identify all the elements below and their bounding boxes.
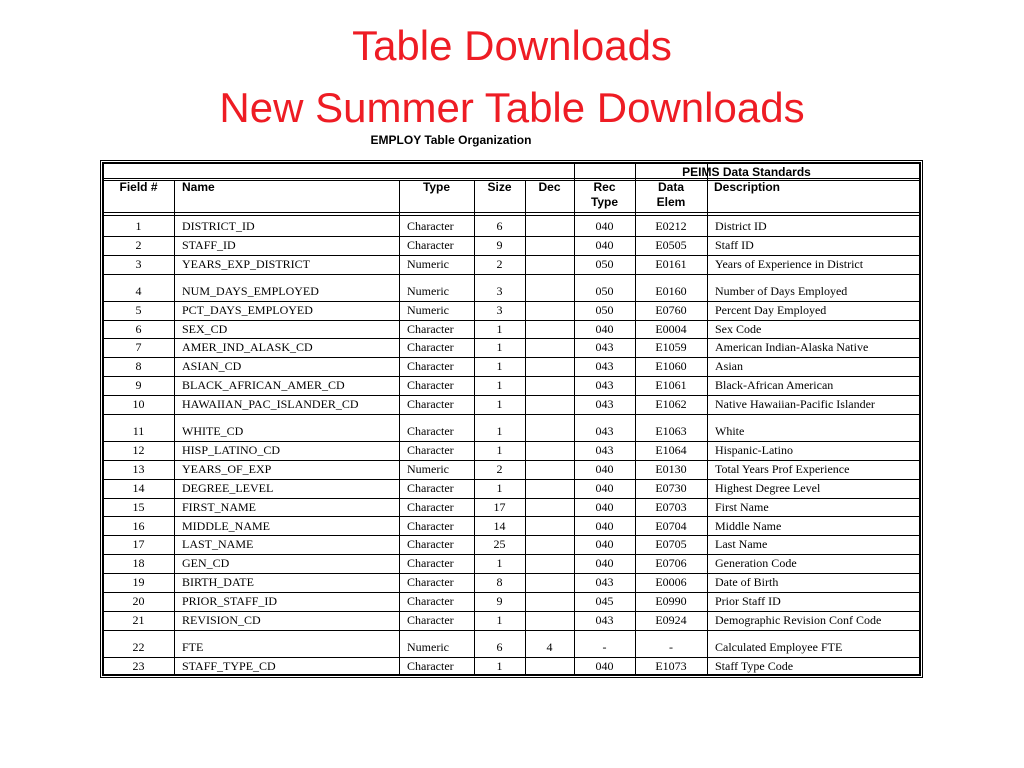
cell-data-elem: E1061	[655, 378, 687, 393]
cell-type: Numeric	[407, 302, 449, 317]
cell-type: Numeric	[407, 461, 449, 476]
cell-name: HAWAIIAN_PAC_ISLANDER_CD	[182, 397, 359, 412]
cell-rec-type: 043	[595, 424, 614, 438]
cell-rec-type: 050	[595, 256, 614, 271]
cell-size: 1	[496, 658, 503, 673]
cell-name: GEN_CD	[182, 556, 230, 571]
cell-name: STAFF_ID	[182, 237, 236, 252]
cell-rec-type: 043	[595, 613, 614, 627]
cell-description: Asian	[715, 359, 743, 374]
cell-size: 1	[496, 442, 503, 457]
cell-description: Last Name	[715, 537, 768, 552]
cell-type: Character	[407, 219, 454, 233]
cell-data-elem: E0006	[655, 575, 687, 590]
cell-rec-type: 045	[595, 594, 614, 609]
table-caption: EMPLOY Table Organization	[370, 133, 532, 147]
cell-type: Character	[407, 594, 454, 609]
cell-data-elem: E1063	[655, 424, 687, 438]
cell-name: FTE	[182, 639, 204, 654]
cell-field: 21	[132, 613, 145, 627]
cell-data-elem: E0704	[655, 518, 687, 533]
cell-data-elem: E0161	[655, 256, 687, 271]
cell-description: Total Years Prof Experience	[715, 461, 850, 476]
cell-size: 9	[496, 594, 503, 609]
cell-size: 1	[496, 556, 503, 571]
slide-subtitle: New Summer Table Downloads	[219, 84, 805, 131]
header-type: Type	[422, 180, 451, 194]
cell-rec-type: 040	[595, 556, 614, 571]
cell-type: Character	[407, 340, 454, 355]
cell-field: 10	[132, 397, 145, 412]
cell-description: Date of Birth	[715, 575, 779, 590]
cell-description: Highest Degree Level	[715, 480, 821, 495]
cell-data-elem: E0730	[655, 480, 687, 495]
cell-type: Character	[407, 237, 454, 252]
header-description: Description	[714, 180, 781, 194]
cell-field: 14	[132, 480, 145, 495]
header-data-elem-line1: Data	[657, 180, 684, 194]
cell-field: 1	[135, 219, 142, 233]
employ-table	[100, 160, 923, 678]
cell-type: Character	[407, 518, 454, 533]
cell-type: Character	[407, 442, 454, 457]
cell-type: Character	[407, 499, 454, 514]
cell-type: Character	[407, 359, 454, 374]
cell-description: Hispanic-Latino	[715, 442, 793, 457]
cell-description: Black-African American	[715, 378, 834, 393]
cell-type: Character	[407, 556, 454, 571]
cell-size: 1	[496, 378, 503, 393]
cell-name: SEX_CD	[182, 321, 228, 336]
cell-type: Character	[407, 537, 454, 552]
cell-description: Generation Code	[715, 556, 797, 571]
cell-size: 1	[496, 613, 503, 627]
cell-name: BLACK_AFRICAN_AMER_CD	[182, 378, 345, 393]
cell-rec-type: 040	[595, 219, 614, 233]
cell-field: 19	[132, 575, 145, 590]
cell-rec-type: 043	[595, 575, 614, 590]
cell-type: Character	[407, 613, 454, 627]
cell-size: 1	[496, 340, 503, 355]
cell-rec-type: 040	[595, 461, 614, 476]
cell-size: 2	[496, 461, 503, 476]
cell-description: Prior Staff ID	[715, 594, 781, 609]
cell-data-elem: E1059	[655, 340, 687, 355]
cell-name: HISP_LATINO_CD	[182, 442, 281, 457]
cell-rec-type: 043	[595, 340, 614, 355]
cell-rec-type: 043	[595, 442, 614, 457]
header-rec-type-line1: Rec	[593, 180, 616, 194]
cell-rec-type: -	[602, 639, 607, 654]
cell-size: 8	[496, 575, 503, 590]
cell-name: PCT_DAYS_EMPLOYED	[182, 302, 313, 317]
cell-size: 6	[496, 219, 503, 233]
cell-field: 12	[132, 442, 145, 457]
cell-field: 7	[135, 340, 142, 355]
cell-description: Demographic Revision Conf Code	[715, 613, 882, 627]
cell-name: ASIAN_CD	[182, 359, 242, 374]
header-rec-type-line2: Type	[590, 195, 619, 209]
cell-size: 3	[496, 283, 503, 298]
cell-description: District ID	[715, 219, 767, 233]
cell-size: 17	[493, 499, 506, 514]
cell-rec-type: 040	[595, 499, 614, 514]
cell-rec-type: 050	[595, 283, 614, 298]
cell-data-elem: E0990	[655, 594, 687, 609]
cell-description: Number of Days Employed	[715, 283, 848, 298]
cell-rec-type: 043	[595, 359, 614, 374]
cell-field: 3	[135, 256, 142, 271]
cell-description: Sex Code	[715, 321, 762, 336]
cell-field: 2	[135, 237, 142, 252]
cell-dec: 4	[546, 639, 553, 654]
cell-description: Staff Type Code	[715, 658, 794, 673]
cell-data-elem: E0160	[655, 283, 687, 298]
cell-name: REVISION_CD	[182, 613, 261, 627]
cell-name: DEGREE_LEVEL	[182, 480, 274, 495]
cell-field: 5	[135, 302, 142, 317]
cell-description: American Indian-Alaska Native	[715, 340, 869, 355]
cell-type: Character	[407, 480, 454, 495]
header-size: Size	[487, 180, 512, 194]
cell-description: Middle Name	[715, 518, 782, 533]
cell-data-elem: E1073	[655, 658, 687, 673]
cell-field: 16	[132, 518, 145, 533]
header-name: Name	[182, 180, 215, 194]
cell-type: Character	[407, 397, 454, 412]
cell-description: Calculated Employee FTE	[715, 639, 843, 654]
cell-field: 13	[132, 461, 145, 476]
cell-rec-type: 040	[595, 480, 614, 495]
cell-rec-type: 043	[595, 397, 614, 412]
cell-type: Character	[407, 378, 454, 393]
cell-data-elem: E0004	[655, 321, 687, 336]
cell-size: 1	[496, 321, 503, 336]
cell-rec-type: 043	[595, 378, 614, 393]
cell-field: 18	[132, 556, 145, 571]
cell-data-elem: E1060	[655, 359, 687, 374]
cell-name: MIDDLE_NAME	[182, 518, 270, 533]
cell-data-elem: E1064	[655, 442, 687, 457]
cell-size: 14	[493, 518, 506, 533]
cell-field: 23	[132, 658, 145, 673]
cell-field: 11	[132, 424, 145, 438]
cell-size: 2	[496, 256, 503, 271]
cell-description: White	[715, 424, 745, 438]
cell-name: YEARS_EXP_DISTRICT	[182, 256, 311, 271]
cell-name: FIRST_NAME	[182, 499, 257, 514]
cell-data-elem: E0760	[655, 302, 687, 317]
header-field: Field #	[119, 180, 158, 194]
cell-rec-type: 040	[595, 658, 614, 673]
cell-type: Character	[407, 575, 454, 590]
cell-field: 4	[135, 283, 142, 298]
cell-size: 6	[496, 639, 503, 654]
cell-rec-type: 040	[595, 321, 614, 336]
cell-type: Character	[407, 658, 454, 673]
cell-data-elem: E1062	[655, 397, 687, 412]
cell-name: STAFF_TYPE_CD	[182, 658, 276, 673]
cell-size: 1	[496, 397, 503, 412]
cell-field: 9	[135, 378, 142, 393]
cell-field: 17	[132, 537, 145, 552]
cell-description: Years of Experience in District	[715, 256, 864, 271]
cell-description: Percent Day Employed	[715, 302, 827, 317]
cell-type: Numeric	[407, 639, 449, 654]
cell-data-elem: -	[669, 639, 673, 654]
cell-name: AMER_IND_ALASK_CD	[182, 340, 313, 355]
cell-field: 8	[135, 359, 142, 374]
cell-size: 9	[496, 237, 503, 252]
slide-title: Table Downloads	[352, 22, 672, 69]
cell-data-elem: E0212	[655, 219, 687, 233]
cell-field: 15	[132, 499, 145, 514]
cell-rec-type: 040	[595, 537, 614, 552]
cell-data-elem: E0130	[655, 461, 687, 476]
cell-data-elem: E0706	[655, 556, 687, 571]
cell-field: 6	[135, 321, 142, 336]
cell-name: NUM_DAYS_EMPLOYED	[182, 283, 319, 298]
cell-data-elem: E0505	[655, 237, 687, 252]
cell-type: Character	[407, 321, 454, 336]
cell-rec-type: 040	[595, 237, 614, 252]
cell-description: First Name	[715, 499, 769, 514]
cell-size: 1	[496, 359, 503, 374]
cell-type: Numeric	[407, 256, 449, 271]
cell-size: 1	[496, 480, 503, 495]
cell-field: 20	[132, 594, 145, 609]
cell-rec-type: 040	[595, 518, 614, 533]
cell-rec-type: 050	[595, 302, 614, 317]
cell-description: Native Hawaiian-Pacific Islander	[715, 397, 875, 412]
cell-name: PRIOR_STAFF_ID	[182, 594, 278, 609]
cell-data-elem: E0705	[655, 537, 687, 552]
cell-size: 1	[496, 424, 503, 438]
cell-description: Staff ID	[715, 237, 754, 252]
cell-size: 25	[493, 537, 506, 552]
header-dec: Dec	[538, 180, 561, 194]
cell-data-elem: E0924	[655, 613, 687, 627]
cell-size: 3	[496, 302, 503, 317]
cell-type: Character	[407, 424, 454, 438]
cell-name: WHITE_CD	[182, 424, 244, 438]
peims-group-header: PEIMS Data Standards	[682, 165, 811, 179]
header-data-elem-line2: Elem	[656, 195, 686, 209]
cell-name: YEARS_OF_EXP	[182, 461, 272, 476]
cell-field: 22	[132, 639, 145, 654]
cell-name: BIRTH_DATE	[182, 575, 254, 590]
cell-name: DISTRICT_ID	[182, 219, 255, 233]
cell-type: Numeric	[407, 283, 449, 298]
cell-name: LAST_NAME	[182, 537, 254, 552]
cell-data-elem: E0703	[655, 499, 687, 514]
